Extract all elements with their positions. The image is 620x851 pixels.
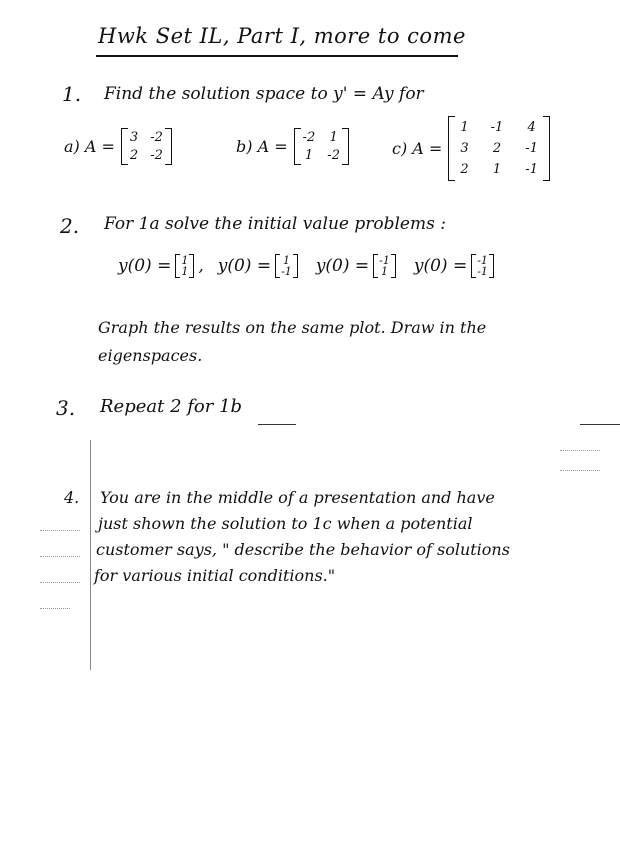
problem-4-line-2: just shown the solution to 1c when a potential <box>98 514 473 533</box>
ivp-lhs: y(0) = <box>413 256 468 276</box>
matrix-cell: -1 <box>525 162 538 177</box>
initial-condition-4 <box>414 254 504 278</box>
matrix-cell: 2 <box>492 141 502 156</box>
ivp-vector <box>175 254 194 278</box>
problem-1b-label: b) A = <box>236 137 288 156</box>
matrix-cell: 1 <box>492 162 502 177</box>
problem-3-text: Repeat 2 for 1b <box>100 396 243 417</box>
matrix-cell: 1 <box>460 120 469 135</box>
problem-1-number: 1. <box>62 82 82 106</box>
vector-cell: -1 <box>477 265 488 278</box>
ivp-lhs: y(0) = <box>315 256 370 276</box>
problem-4-line-4: for various initial conditions." <box>94 566 336 585</box>
matrix-cell: 1 <box>304 148 314 163</box>
vector-cell: -1 <box>379 254 390 267</box>
problem-4-line-1: You are in the middle of a presentation and have <box>100 488 495 507</box>
scan-dots <box>560 470 600 471</box>
vector-cell: 1 <box>181 265 189 278</box>
ivp-vector <box>275 254 298 278</box>
problem-1a-label: a) A = <box>64 137 115 156</box>
problem-1c-label: c) A = <box>392 139 443 158</box>
scan-dots <box>40 608 70 609</box>
matrix-cell: 1 <box>329 130 338 145</box>
matrix-cell: -2 <box>302 130 316 145</box>
matrix-cell: -2 <box>150 130 163 145</box>
problem-1b <box>236 128 349 165</box>
short-rule <box>258 424 296 425</box>
matrix-cell: -2 <box>327 148 340 163</box>
problem-4-number: 4. <box>64 488 80 507</box>
problem-1a <box>64 128 172 165</box>
short-rule <box>580 424 620 425</box>
page-title: Hwk Set IL, Part I, more to come <box>98 24 466 48</box>
vector-cell: 1 <box>181 254 189 267</box>
matrix-cell: -1 <box>490 120 504 135</box>
vector-cell: -1 <box>477 254 488 267</box>
problem-2-note-line-2: eigenspaces. <box>98 346 203 365</box>
ivp-lhs: y(0) = <box>118 256 172 276</box>
matrix-1c <box>448 116 550 181</box>
initial-conditions <box>118 254 504 278</box>
initial-condition-3 <box>316 254 406 278</box>
margin-line <box>90 440 91 670</box>
matrix-cell: -2 <box>150 148 163 163</box>
matrix-cell: 4 <box>527 120 536 135</box>
initial-condition-2 <box>218 254 308 278</box>
problem-1c <box>392 116 550 181</box>
vector-cell: 1 <box>282 254 290 267</box>
problem-4-line-3: customer says, " describe the behavior of solutions <box>96 540 510 559</box>
ivp-separator: , <box>198 256 204 276</box>
problem-2-note-line-1: Graph the results on the same plot. Draw in the <box>98 318 487 337</box>
ivp-lhs: y(0) = <box>217 256 272 276</box>
problem-1-text: Find the solution space to y' = Ay for <box>104 84 424 104</box>
matrix-cell: 2 <box>129 148 139 163</box>
problem-2-text: For 1a solve the initial value problems : <box>104 214 446 234</box>
matrix-1a <box>121 128 172 165</box>
scan-dots <box>40 582 80 583</box>
problem-3-number: 3. <box>56 396 76 420</box>
initial-condition-1 <box>118 254 210 278</box>
scan-dots <box>40 556 80 557</box>
title-underline <box>96 55 458 57</box>
matrix-cell: 2 <box>460 162 469 177</box>
matrix-cell: -1 <box>525 141 538 156</box>
ivp-vector <box>471 254 494 278</box>
vector-cell: -1 <box>281 265 292 278</box>
vector-cell: 1 <box>381 265 389 278</box>
ivp-vector <box>373 254 396 278</box>
scan-dots <box>40 530 80 531</box>
matrix-1b <box>294 128 349 165</box>
matrix-cell: 3 <box>129 130 139 145</box>
problem-2-number: 2. <box>60 214 80 238</box>
matrix-cell: 3 <box>460 141 469 156</box>
scan-dots <box>560 450 600 451</box>
